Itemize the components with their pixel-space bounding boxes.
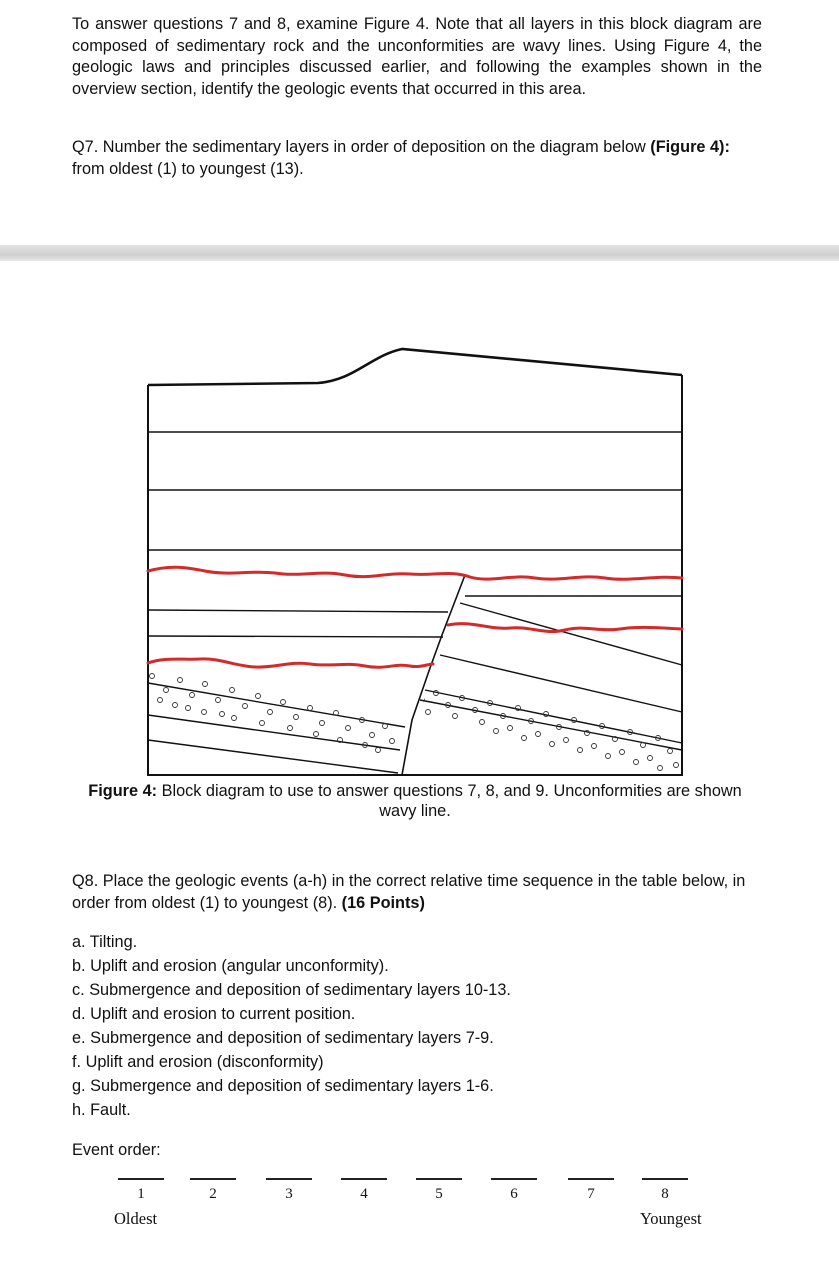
answer-line[interactable] (416, 1178, 462, 1180)
layer-boundary (425, 690, 682, 743)
answer-line[interactable] (642, 1178, 688, 1180)
event-option: d. Uplift and erosion to current position. (72, 1005, 356, 1023)
slot-number: 5 (435, 1186, 443, 1202)
slot-number: 6 (510, 1186, 518, 1202)
event-slot-8[interactable] (640, 1178, 690, 1203)
slot-number: 8 (661, 1186, 669, 1202)
answer-line[interactable] (341, 1178, 387, 1180)
event-option: g. Submergence and deposition of sedimentary layers 1-6. (72, 1077, 494, 1095)
oldest-label: Oldest (114, 1209, 158, 1228)
event-slot-5[interactable] (414, 1178, 464, 1203)
event-slot-1[interactable] (116, 1178, 166, 1203)
layer-boundary (460, 603, 682, 665)
slot-number: 4 (360, 1186, 368, 1202)
event-order-label: Event order: (72, 1141, 161, 1159)
event-option: c. Submergence and deposition of sedimentary layers 10-13. (72, 981, 511, 999)
slot-number: 1 (137, 1186, 145, 1202)
q8-text: Q8. Place the geologic events (a-h) in the correct relative time sequence in the table below, in order from oldest (1) to youngest (8). (72, 872, 746, 912)
event-slot-7[interactable] (566, 1178, 616, 1203)
layer-boundary (148, 636, 443, 637)
answer-line[interactable] (266, 1178, 312, 1180)
q8-points: (16 Points) (341, 893, 425, 912)
caption-text: Block diagram to use to answer questions 7, 8, and 9. Unconformities are shown wavy line. (157, 782, 742, 820)
intro-paragraph: To answer questions 7 and 8, examine Figure 4. Note that all layers in this block diagram are composed of sedimentary rock and the unconformities are wavy lines. Using Figure 4, the geologic laws and principles discussed earlier, and following the examples shown in the overview section, identify the geologic events that occurred in this area. (72, 15, 762, 98)
event-option: h. Fault. (72, 1101, 131, 1119)
event-slot-3[interactable] (264, 1178, 314, 1203)
q7-figure-ref: (Figure 4): (650, 138, 730, 156)
youngest-label: Youngest (640, 1209, 702, 1228)
conglomerate-layer-left (150, 674, 395, 753)
event-options-list (72, 930, 511, 1122)
answer-line[interactable] (118, 1178, 164, 1180)
event-slot-4[interactable] (339, 1178, 389, 1203)
answer-line[interactable] (190, 1178, 236, 1180)
unconformity-lower (148, 659, 433, 667)
slot-number: 2 (209, 1186, 217, 1202)
topography-line (148, 349, 682, 385)
layer-boundary (148, 610, 448, 612)
event-option: b. Uplift and erosion (angular unconformity). (72, 957, 389, 975)
unconformity-right (448, 624, 682, 632)
caption-label: Figure 4: (88, 782, 158, 800)
event-slot-6[interactable] (489, 1178, 539, 1203)
unconformity-upper (148, 567, 682, 579)
q7-text: Q7. Number the sedimentary layers in order of deposition on the diagram below (72, 138, 646, 156)
event-option: e. Submergence and deposition of sedimentary layers 7-9. (72, 1029, 494, 1047)
layer-boundary (440, 655, 682, 712)
fault-line (402, 575, 465, 775)
figure-caption (70, 781, 760, 821)
question-8 (72, 871, 762, 914)
event-slot-2[interactable] (188, 1178, 238, 1203)
event-option: f. Uplift and erosion (disconformity) (72, 1053, 324, 1071)
q7-rest: from oldest (1) to youngest (13). (72, 159, 304, 178)
event-option: a. Tilting. (72, 933, 138, 951)
slot-number: 7 (587, 1186, 595, 1202)
answer-line[interactable] (568, 1178, 614, 1180)
slot-number: 3 (285, 1186, 293, 1202)
answer-line[interactable] (491, 1178, 537, 1180)
